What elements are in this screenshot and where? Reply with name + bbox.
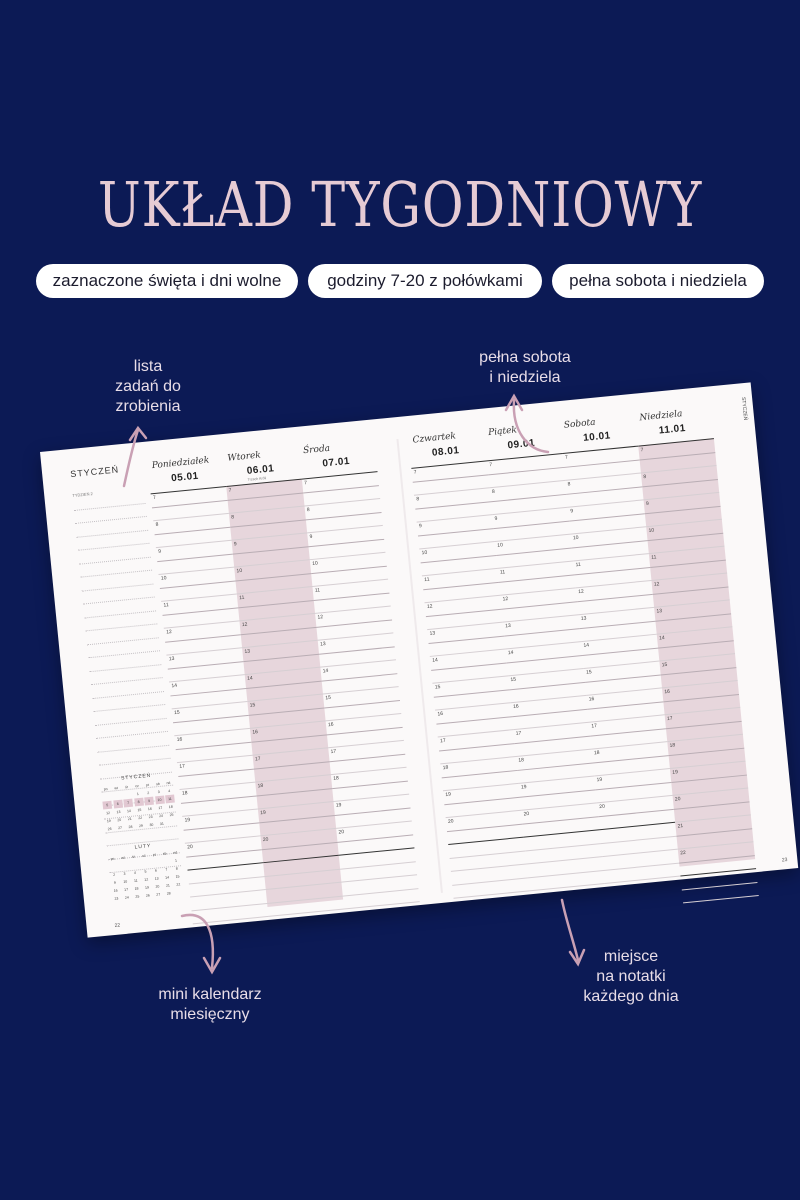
hour-label: 20 (187, 843, 194, 851)
hour-label: 10 (648, 527, 655, 534)
mini-calendar-day[interactable]: 11 (133, 878, 138, 883)
page-number-left: 22 (114, 922, 121, 929)
weekday-label: sb (162, 851, 167, 856)
weekday-label: pn (103, 787, 108, 792)
mini-calendar-day[interactable]: 17 (123, 887, 129, 892)
hour-label: 18 (257, 782, 264, 790)
hour-label: 13 (656, 608, 663, 615)
hour-label: 17 (330, 748, 337, 756)
note-line: lista (133, 358, 163, 375)
hour-label: 19 (445, 791, 452, 799)
mini-calendar-day[interactable]: 28 (166, 891, 171, 896)
weekday-label: wt (121, 855, 125, 860)
planner-week-label: TYDZIEŃ 2 (72, 491, 94, 499)
note-line: na notatki (596, 968, 666, 985)
page-title: UKŁAD TYGODNIOWY (97, 168, 703, 241)
mini-calendar-day[interactable]: 18 (134, 886, 139, 891)
day-name: Sobota (563, 417, 597, 431)
hour-label: 12 (426, 603, 433, 610)
mini-calendar-day[interactable]: 21 (165, 883, 171, 888)
mini-calendar-day[interactable]: 26 (145, 893, 150, 898)
hour-label: 19 (335, 802, 342, 809)
feature-pill-hours: godziny 7-20 z połówkami (308, 264, 542, 298)
hour-label: 17 (591, 722, 598, 730)
hour-label: 14 (246, 675, 253, 682)
mini-calendar-day[interactable]: 25 (169, 812, 174, 818)
hour-label: 16 (327, 721, 334, 729)
hour-label: 10 (160, 575, 167, 582)
hour-label: 16 (176, 736, 183, 744)
weekday-label: nd (173, 850, 178, 855)
hour-label: 9 (570, 508, 574, 515)
note-line: zrobienia (115, 398, 181, 415)
mini-calendar-day[interactable]: 25 (135, 894, 140, 899)
hour-label: 7 (640, 447, 644, 454)
weekday-label: śr (131, 854, 136, 859)
note-line: i niedziela (489, 369, 561, 386)
hour-label: 10 (497, 542, 504, 549)
day-name: Poniedziałek (151, 455, 210, 472)
hour-label: 15 (661, 661, 668, 669)
hour-label: 7 (489, 461, 493, 469)
mini-calendar-day[interactable]: 10 (123, 879, 128, 884)
mini-calendar-day[interactable]: 21 (127, 816, 132, 822)
weekday-label: sb (155, 781, 160, 787)
hour-label: 14 (322, 667, 329, 675)
hour-label: 20 (338, 829, 345, 836)
hour-label: 8 (416, 496, 420, 503)
note-line: pełna sobota (479, 349, 571, 366)
hour-label: 16 (252, 729, 259, 736)
mini-calendar-day[interactable]: 3 (123, 871, 126, 876)
hour-label: 18 (518, 757, 525, 764)
day-date: 08.01 (431, 445, 460, 459)
mini-calendar-day[interactable]: 24 (124, 895, 130, 900)
mini-calendar-day[interactable]: 2 (112, 872, 116, 877)
page-number-right: 23 (781, 857, 788, 864)
hour-label: 17 (254, 755, 261, 763)
hour-label: 14 (583, 642, 590, 649)
hour-label: 9 (158, 548, 162, 555)
hour-label: 16 (664, 688, 671, 696)
hour-label: 20 (599, 803, 606, 811)
hour-label: 9 (645, 500, 650, 508)
day-name: Niedziela (639, 409, 683, 424)
day-date: 05.01 (170, 470, 200, 485)
mini-calendar-day[interactable]: 3 (157, 789, 160, 795)
mini-calendar-day[interactable]: 22 (176, 882, 181, 887)
mini-calendar-day[interactable]: 13 (154, 876, 159, 881)
day-name: Czwartek (412, 431, 457, 446)
mini-calendar-day[interactable]: 9 (113, 880, 117, 885)
day-date: 10.01 (582, 430, 612, 444)
hour-label: 21 (677, 823, 684, 830)
note-line: miejsce (603, 948, 659, 965)
hour-label: 10 (236, 567, 243, 575)
hour-label: 15 (173, 709, 180, 717)
mini-calendar-day[interactable]: 17 (158, 805, 163, 811)
weekday-label: cz (135, 783, 140, 789)
mini-calendar-day[interactable]: 27 (117, 825, 123, 831)
note-line: każdego dnia (583, 988, 679, 1005)
feature-pill-holidays: zaznaczone święta i dni wolne (36, 264, 298, 298)
hour-label: 19 (672, 769, 679, 776)
hour-label: 12 (502, 596, 509, 603)
mini-calendar-day[interactable]: 20 (117, 817, 122, 823)
hour-label: 18 (333, 775, 340, 782)
mini-calendar-day[interactable]: 12 (144, 877, 149, 882)
hour-label: 8 (231, 514, 235, 521)
hour-label: 17 (179, 763, 186, 770)
hour-label: 20 (674, 796, 681, 803)
hour-label: 11 (575, 561, 582, 569)
hour-label: 9 (309, 533, 313, 541)
hour-label: 9 (494, 515, 498, 522)
hour-label: 9 (233, 541, 238, 548)
hour-label: 8 (491, 488, 496, 496)
mini-calendar-day[interactable]: 28 (128, 824, 133, 830)
mini-calendar-day[interactable]: 7 (165, 867, 168, 872)
mini-calendar-day[interactable]: 29 (138, 823, 144, 829)
hour-label: 7 (228, 487, 232, 494)
weekday-label: pt (152, 852, 156, 857)
hour-label: 10 (572, 534, 579, 542)
hour-label: 13 (504, 622, 512, 630)
weekday-label: cz (141, 853, 146, 858)
mini-calendar-day[interactable]: 6 (113, 800, 123, 809)
mini-calendar-day[interactable]: 5 (144, 869, 147, 874)
holiday-note: Trzech Króli (247, 476, 267, 482)
hour-label: 19 (184, 817, 191, 824)
hour-label: 19 (260, 809, 267, 817)
hour-label: 16 (512, 703, 519, 711)
mini-calendar-day[interactable]: 9 (144, 797, 154, 806)
hour-label: 20 (262, 836, 269, 844)
day-name: Wtorek (227, 450, 262, 464)
mini-calendar-day[interactable]: 19 (106, 818, 111, 824)
hour-label: 11 (163, 602, 170, 609)
mini-calendar-day[interactable]: 12 (105, 810, 111, 816)
mini-calendar-day[interactable]: 14 (126, 808, 132, 814)
mini-calendar-day[interactable]: 20 (155, 884, 160, 889)
hour-label: 7 (413, 469, 417, 476)
hour-label: 18 (181, 790, 188, 797)
hour-label: 20 (523, 811, 530, 818)
hour-label: 12 (241, 621, 248, 629)
hour-label: 7 (152, 494, 157, 502)
weekday-label: pn (110, 856, 115, 862)
hour-label: 10 (421, 549, 428, 557)
hour-label: 7 (564, 454, 569, 461)
mini-calendar-day[interactable]: 15 (175, 874, 180, 879)
day-name: Środa (302, 443, 331, 457)
planner-month: STYCZEŃ (69, 464, 120, 480)
hour-label: 11 (314, 587, 321, 594)
hour-label: 11 (238, 594, 245, 602)
hour-label: 17 (515, 730, 522, 737)
hour-label: 12 (577, 588, 585, 596)
mini-calendar-day[interactable]: 24 (158, 813, 164, 819)
hour-label: 13 (429, 630, 436, 637)
mini-calendar-day[interactable]: 27 (156, 892, 161, 897)
hour-label: 17 (439, 737, 446, 745)
mini-calendar-day[interactable]: 5 (102, 801, 112, 810)
mini-calendar-day[interactable]: 8 (175, 866, 178, 871)
arrow-weekend (514, 400, 548, 452)
mini-calendar-day[interactable]: 23 (114, 896, 119, 901)
hour-label: 8 (306, 506, 311, 514)
hour-label: 18 (442, 764, 449, 772)
hour-label: 22 (679, 849, 687, 857)
hour-label: 12 (165, 629, 173, 636)
hour-label: 11 (650, 554, 657, 561)
mini-calendar-day[interactable]: 1 (136, 791, 140, 797)
hour-label: 14 (171, 682, 178, 690)
hour-label: 13 (244, 648, 251, 655)
hour-label: 8 (643, 473, 647, 481)
mini-calendar-day[interactable]: 4 (133, 870, 137, 875)
hour-label: 8 (155, 521, 159, 529)
mini-calendar-day[interactable]: 30 (149, 822, 154, 828)
hour-label: 15 (434, 684, 441, 691)
mini-calendar-day[interactable]: 15 (137, 807, 142, 813)
hour-label: 18 (669, 742, 676, 749)
mini-calendar-day[interactable]: 16 (147, 806, 152, 812)
hour-label: 15 (585, 669, 592, 676)
mini-calendar-day[interactable]: 18 (168, 804, 173, 810)
hour-label: 20 (447, 818, 454, 825)
note-line: zadań do (115, 378, 181, 395)
arrow-mini (182, 915, 213, 968)
weekday-label: wt (114, 786, 119, 791)
planner-vertical-month: STYCZEŃ (740, 396, 749, 421)
hour-label: 11 (499, 569, 506, 576)
note-line: mini kalendarz (158, 986, 262, 1003)
mini-calendar-title: STYCZEŃ (120, 772, 152, 782)
day-date: 09.01 (507, 437, 536, 452)
mini-calendar-day[interactable]: 23 (148, 814, 153, 820)
mini-calendar-day[interactable]: 11 (165, 795, 175, 804)
mini-calendar-day[interactable]: 26 (107, 826, 112, 832)
hour-label: 8 (567, 481, 571, 488)
mini-calendar-day[interactable]: 22 (138, 815, 143, 821)
hour-label: 12 (317, 614, 324, 621)
day-date: 06.01 (246, 463, 275, 477)
hour-label: 11 (424, 576, 430, 584)
hour-label: 16 (588, 696, 595, 703)
hour-label: 14 (507, 649, 514, 657)
mini-calendar-day[interactable]: 1 (174, 858, 178, 863)
day-name: Piątek (487, 425, 518, 439)
mini-calendar-day[interactable]: 2 (147, 790, 150, 796)
hour-label: 12 (653, 581, 660, 588)
day-date: 07.01 (321, 455, 351, 470)
mini-calendar-day[interactable]: 7 (123, 799, 133, 808)
hour-label: 13 (168, 655, 175, 663)
mini-calendar-day[interactable]: 6 (154, 868, 158, 873)
hour-label: 13 (580, 615, 587, 623)
note-line: miesięczny (170, 1006, 250, 1023)
hour-label: 15 (325, 694, 332, 702)
mini-calendar-day[interactable]: 8 (134, 798, 144, 807)
mini-calendar-day[interactable]: 16 (113, 888, 118, 893)
hour-label: 15 (510, 676, 517, 684)
feature-pill-weekend: pełna sobota i niedziela (552, 264, 764, 298)
day-date: 11.01 (658, 422, 687, 437)
mini-calendar-day[interactable]: 19 (144, 885, 150, 890)
hour-label: 13 (319, 641, 326, 648)
hour-label: 15 (249, 702, 256, 709)
mini-calendar-day[interactable]: 4 (168, 788, 171, 794)
weekday-label: pt (145, 782, 150, 788)
hour-label: 16 (437, 710, 444, 718)
hour-label: 19 (520, 784, 527, 791)
hour-label: 14 (658, 634, 665, 642)
hour-label: 10 (311, 560, 319, 567)
hour-label: 18 (593, 749, 600, 757)
weekday-label: nd (166, 780, 171, 786)
hour-label: 9 (418, 523, 423, 530)
mini-calendar-day[interactable]: 31 (159, 821, 165, 827)
hour-label: 17 (666, 715, 673, 723)
weekday-label: śr (124, 785, 129, 790)
mini-calendar-title: LUTY (134, 843, 152, 851)
hour-label: 19 (596, 776, 603, 784)
mini-calendar-day[interactable]: 10 (155, 796, 165, 805)
hour-label: 7 (304, 480, 308, 487)
mini-calendar-day[interactable]: 13 (116, 809, 121, 815)
mini-calendar-day[interactable]: 14 (165, 875, 170, 880)
hour-label: 14 (431, 657, 439, 664)
